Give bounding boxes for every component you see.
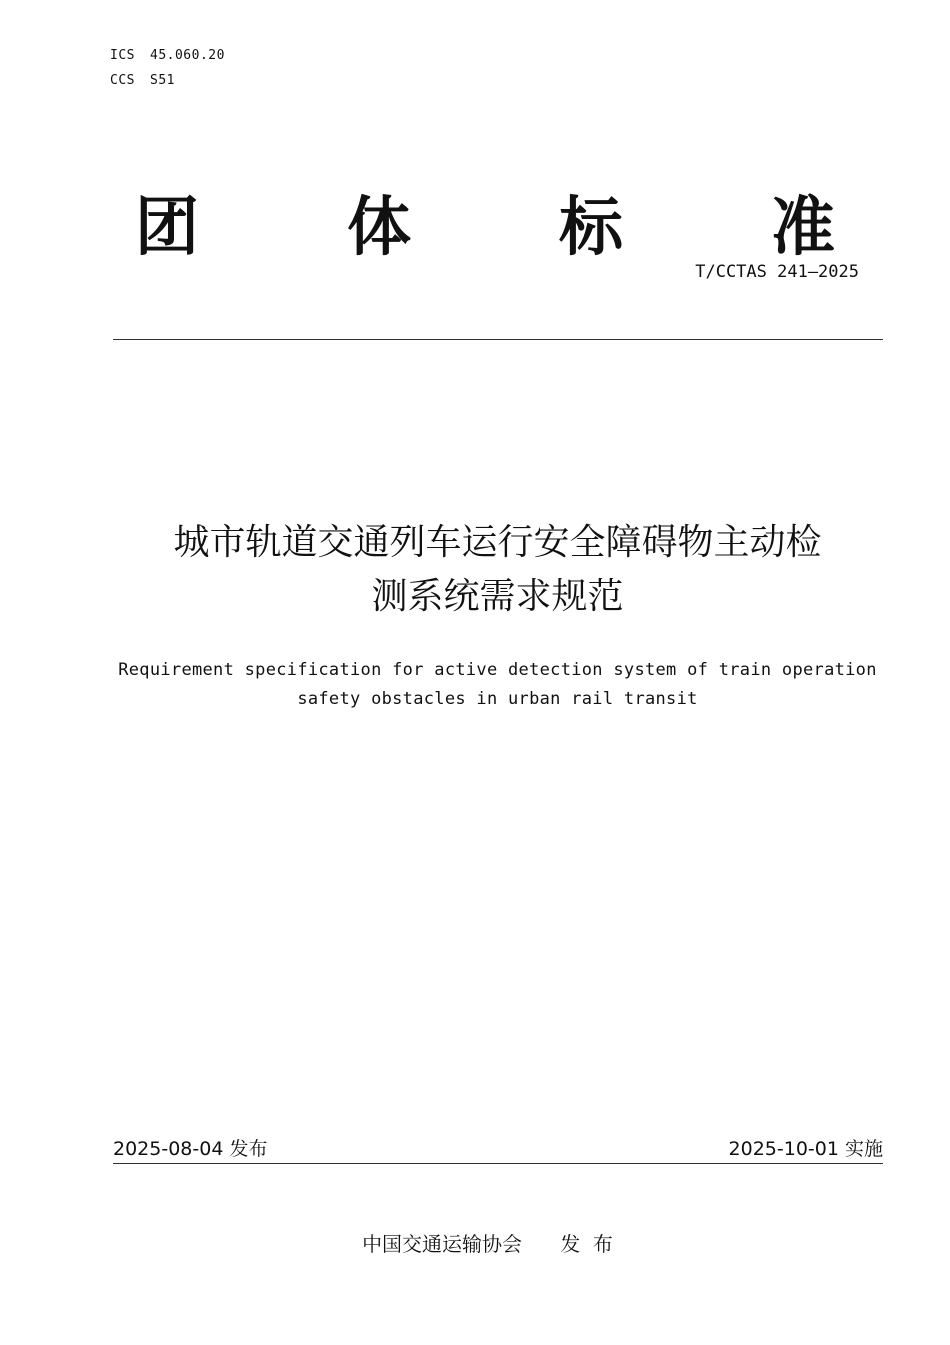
- title-char-2: 体: [347, 191, 411, 265]
- document-type-title: [135, 188, 835, 268]
- english-title-line-2: safety obstacles in urban rail transit: [297, 689, 698, 709]
- footer-divider: [113, 1163, 883, 1164]
- title-char-1: 团: [135, 191, 199, 265]
- title-char-4: 准: [771, 191, 835, 265]
- implementation-date: 2025-10-01 实施: [728, 1138, 883, 1160]
- standard-number: T/CCTAS 241—2025: [695, 262, 859, 282]
- ccs-line: [110, 73, 175, 88]
- chinese-title: [60, 516, 935, 624]
- english-title: [60, 656, 935, 714]
- ics-label: ICS: [110, 48, 135, 63]
- title-char-3: 标: [559, 191, 623, 265]
- ics-line: [110, 48, 225, 63]
- ccs-code: S51: [150, 73, 175, 88]
- publish-action: 发 布: [560, 1232, 613, 1256]
- publisher-line: [0, 1228, 950, 1257]
- ccs-label: CCS: [110, 73, 135, 88]
- ics-code: 45.060.20: [150, 48, 225, 63]
- chinese-title-line-2: 测系统需求规范: [371, 576, 624, 617]
- publisher-organization: 中国交通运输协会: [362, 1232, 523, 1256]
- english-title-line-1: Requirement specification for active detection system of train operation: [118, 660, 877, 680]
- header-divider: [113, 339, 883, 340]
- issue-date: 2025-08-04 发布: [113, 1138, 268, 1160]
- chinese-title-line-1: 城市轨道交通列车运行安全障碍物主动检: [173, 522, 822, 563]
